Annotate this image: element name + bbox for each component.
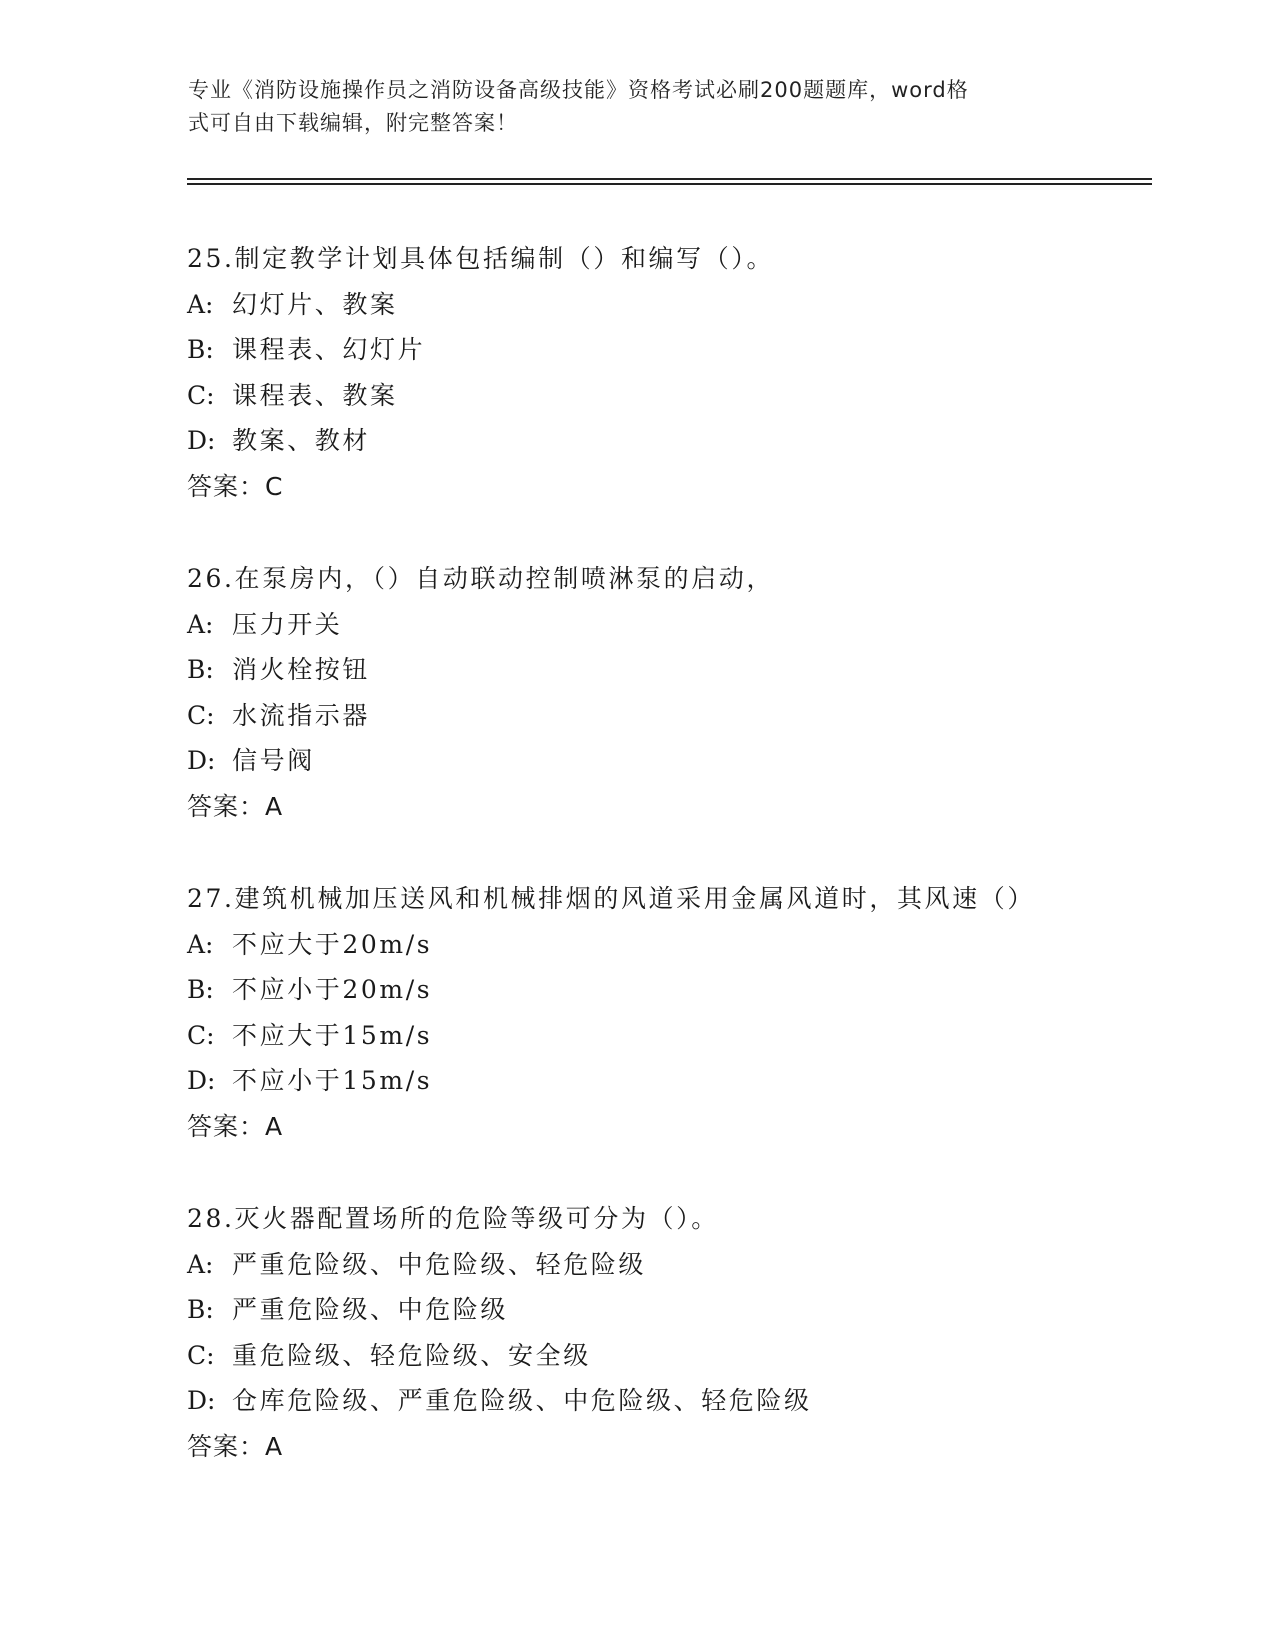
option-letter: B:	[187, 655, 214, 684]
option-text: 水流指示器	[232, 700, 371, 730]
question-list	[187, 236, 1167, 1516]
question-stem: 26.在泵房内，（）自动联动控制喷淋泵的启动，	[187, 564, 775, 593]
header-divider-top	[187, 178, 1152, 180]
option-text: 仓库危险级、严重危险级、中危险级、轻危险级	[232, 1386, 812, 1415]
option-d	[187, 418, 1167, 464]
question-stem: 27.建筑机械加压送风和机械排烟的风道采用金属风道时，其风速（）	[187, 884, 1035, 913]
option-text: 不应大于20m/s	[232, 929, 433, 959]
option-b	[187, 967, 1167, 1013]
option-letter: A:	[187, 609, 214, 639]
option-letter: C:	[187, 1020, 215, 1050]
option-letter: B:	[187, 1295, 214, 1324]
option-a	[187, 282, 1167, 328]
option-letter: C:	[187, 380, 215, 410]
option-letter: A:	[187, 289, 214, 319]
option-text: 严重危险级、中危险级、轻危险级	[232, 1249, 647, 1279]
option-text: 课程表、幻灯片	[232, 335, 426, 364]
option-text: 教案、教材	[232, 426, 371, 455]
option-letter: D:	[187, 746, 216, 775]
document-intro	[188, 74, 1088, 140]
option-text: 幻灯片、教案	[232, 289, 398, 319]
option-text: 不应大于15m/s	[232, 1020, 433, 1050]
answer-line: 答案：C	[187, 471, 284, 501]
option-letter: A:	[187, 1249, 214, 1279]
option-c	[187, 693, 1167, 739]
option-d	[187, 1058, 1167, 1104]
option-letter: C:	[187, 700, 215, 730]
question-27	[187, 876, 1167, 1149]
option-b	[187, 327, 1167, 373]
question-28	[187, 1196, 1167, 1469]
option-letter: A:	[187, 929, 214, 959]
answer-line: 答案：A	[187, 1431, 284, 1461]
answer-line: 答案：A	[187, 791, 284, 821]
option-a	[187, 922, 1167, 968]
option-letter: D:	[187, 1386, 216, 1415]
option-d	[187, 738, 1167, 784]
option-c	[187, 1013, 1167, 1059]
question-26	[187, 556, 1167, 829]
question-stem: 28.灭火器配置场所的危险等级可分为（）。	[187, 1204, 719, 1233]
header-divider-bottom	[187, 183, 1152, 185]
option-b	[187, 1287, 1167, 1333]
option-b	[187, 647, 1167, 693]
question-stem: 25.制定教学计划具体包括编制（）和编写（）。	[187, 244, 775, 273]
option-c	[187, 1333, 1167, 1379]
option-a	[187, 1242, 1167, 1288]
option-text: 消火栓按钮	[232, 655, 371, 684]
option-d	[187, 1378, 1167, 1424]
option-letter: B:	[187, 335, 214, 364]
intro-line-1: 专业《消防设施操作员之消防设备高级技能》资格考试必刷200题题库，word格	[188, 78, 969, 102]
option-text: 不应小于15m/s	[232, 1066, 433, 1095]
option-letter: C:	[187, 1340, 215, 1370]
option-text: 重危险级、轻危险级、安全级	[232, 1340, 591, 1370]
option-text: 不应小于20m/s	[232, 975, 433, 1004]
option-letter: B:	[187, 975, 214, 1004]
option-letter: D:	[187, 426, 216, 455]
option-text: 课程表、教案	[232, 380, 398, 410]
option-text: 信号阀	[232, 746, 315, 775]
option-letter: D:	[187, 1066, 216, 1095]
question-25	[187, 236, 1167, 509]
option-a	[187, 602, 1167, 648]
option-c	[187, 373, 1167, 419]
option-text: 严重危险级、中危险级	[232, 1295, 509, 1324]
intro-line-2: 式可自由下载编辑，附完整答案！	[188, 111, 518, 135]
option-text: 压力开关	[232, 609, 343, 639]
answer-line: 答案：A	[187, 1111, 284, 1141]
